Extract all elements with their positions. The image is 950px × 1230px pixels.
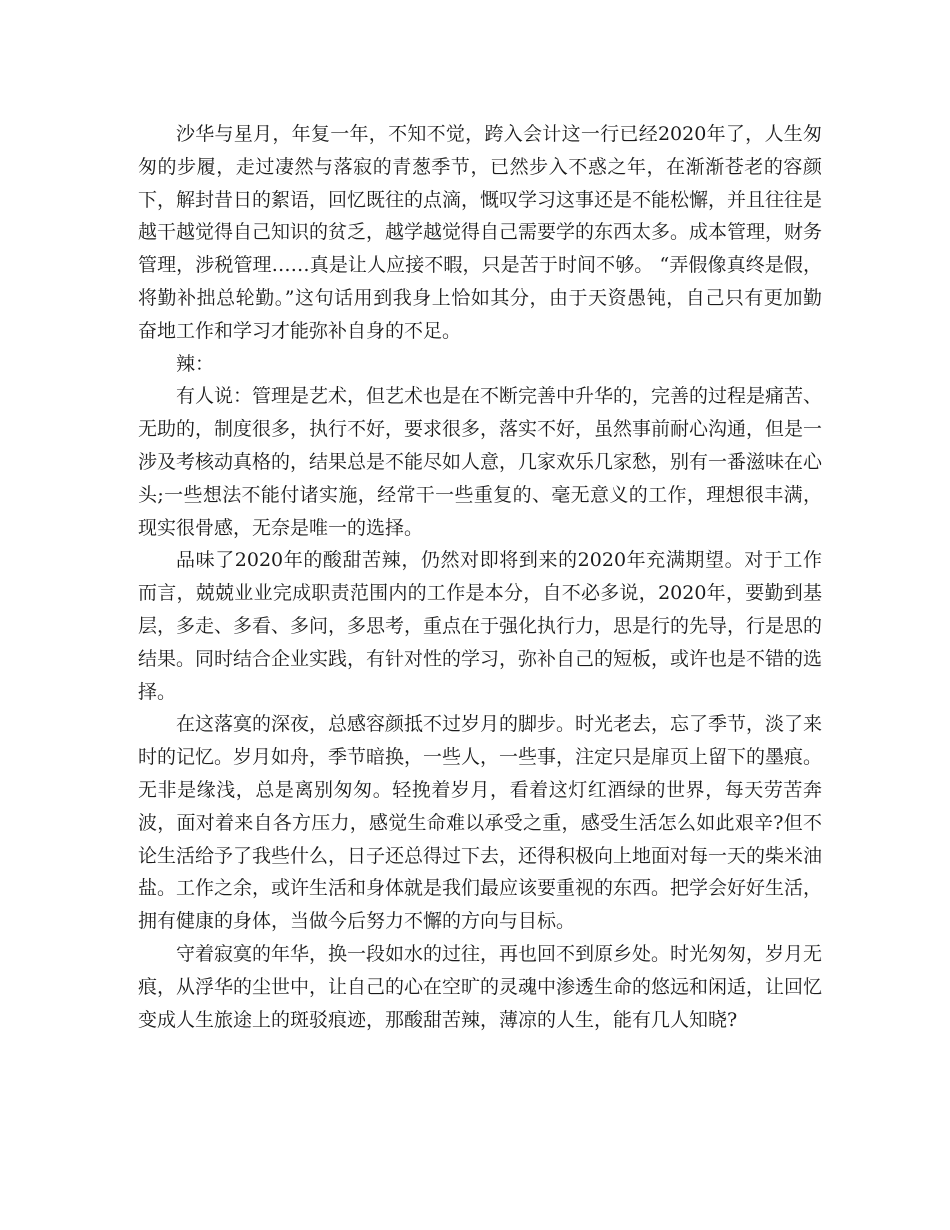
paragraph-expectations: 品味了2020年的酸甜苦辣，仍然对即将到来的2020年充满期望。对于工作而言，兢兢业业完成职责范围内的工作是本分，自不必多说，2020年，要勤到基层，多走、多看、多问，多思考，重点在于强化执行力，思是行的先导，行是思的结果。同时结合企业实践，有针对性的学习，弥补自己的短板，或许也是不错的选择。	[138, 549, 823, 703]
paragraph-reflection: 沙华与星月，年复一年，不知不觉，跨入会计这一行已经2020年了，人生匆匆的步履，走过凄然与落寂的青葱季节，已然步入不惑之年，在渐渐苍老的容颜下，解封昔日的絮语，回忆既往的点滴，慨叹学习这事还是不能松懈，并且往往是越干越觉得自己知识的贫乏，越学越觉得自己需要学的东西太多。成本管理，财务管理，涉税管理……真是让人应接不暇，只是苦于时间不够。 “弄假像真终是假，将勤补拙总轮勤。”这句话用到我身上恰如其分，由于天资愚钝，自己只有更加勤奋地工作和学习才能弥补自身的不足。	[138, 123, 823, 342]
paragraph-closing: 守着寂寞的年华，换一段如水的过往，再也回不到原乡处。时光匆匆，岁月无痕，从浮华的尘世中，让自己的心在空旷的灵魂中渗透生命的悠远和闲适，让回忆变成人生旅途上的斑驳痕迹，那酸甜苦辣，薄凉的人生，能有几人知晓?	[138, 942, 823, 1031]
paragraph-spicy-heading: 辣：	[176, 352, 215, 375]
paragraph-night: 在这落寞的深夜，总感容颜抵不过岁月的脚步。时光老去，忘了季节，淡了来时的记忆。岁月如舟，季节暗换，一些人，一些事，注定只是扉页上留下的墨痕。无非是缘浅，总是离别匆匆。轻挽着岁月，看着这灯红酒绿的世界，每天劳苦奔波，面对着来自各方压力，感觉生命难以承受之重，感受生活怎么如此艰辛?但不论生活给予了我些什么，日子还总得过下去，还得积极向上地面对每一天的柴米油盐。工作之余，或许生活和身体就是我们最应该要重视的东西。把学会好好生活，拥有健康的身体，当做今后努力不懈的方向与目标。	[138, 713, 823, 933]
paragraph-management: 有人说：管理是艺术，但艺术也是在不断完善中升华的，完善的过程是痛苦、无助的，制度很多，执行不好，要求很多，落实不好，虽然事前耐心沟通，但是一涉及考核动真格的，结果总是不能尽如人意，几家欢乐几家愁，别有一番滋味在心头;一些想法不能付诸实施，经常干一些重复的、毫无意义的工作，理想很丰满，现实很骨感，无奈是唯一的选择。	[138, 385, 823, 539]
document-body	[138, 118, 822, 1036]
